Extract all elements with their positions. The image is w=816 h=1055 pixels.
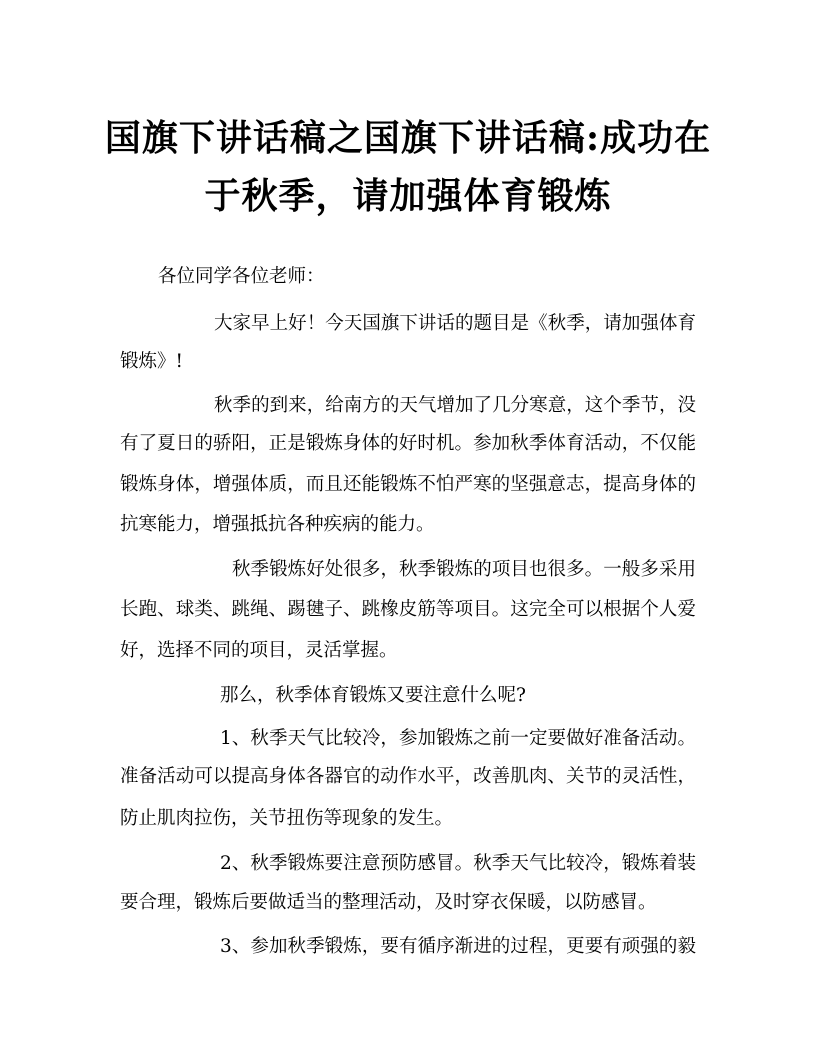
paragraph-line: 那么，秋季体育锻炼又要注意什么呢? — [220, 685, 526, 706]
paragraph-line: 大家早上好！今天国旗下讲话的题目是《秋季，请加强体育 — [214, 313, 696, 334]
paragraph-line: 有了夏日的骄阳，正是锻炼身体的好时机。参加秋季体育活动，不仅能 — [120, 433, 696, 454]
salutation: 各位同学各位老师： — [158, 266, 325, 287]
paragraph-line: 锻炼身体，增强体质，而且还能锻炼不怕严寒的坚强意志，提高身体的 — [120, 474, 696, 495]
paragraph-line: 1、秋季天气比较冷，参加锻炼之前一定要做好准备活动。 — [220, 728, 696, 749]
paragraph-line: 防止肌肉拉伤，关节扭伤等现象的发生。 — [120, 808, 454, 829]
paragraph-line: 要合理，锻炼后要做适当的整理活动，及时穿衣保暖，以防感冒。 — [120, 892, 657, 913]
paragraph-line: 锻炼》! — [120, 351, 183, 372]
document-title-line-2: 于秋季，请加强体育锻炼 — [204, 175, 612, 217]
paragraph-line: 3、参加秋季锻炼，要有循序渐进的过程，更要有顽强的毅 — [220, 936, 696, 957]
paragraph-line: 准备活动可以提高身体各器官的动作水平，改善肌肉、关节的灵活性， — [120, 766, 696, 787]
paragraph-line: 秋季的到来，给南方的天气增加了几分寒意，这个季节，没 — [214, 395, 696, 416]
paragraph-line: 好，选择不同的项目，灵活掌握。 — [120, 640, 398, 661]
paragraph-line: 2、秋季锻炼要注意预防感冒。秋季天气比较冷，锻炼着装 — [220, 853, 696, 874]
document-title-line-1: 国旗下讲话稿之国旗下讲话稿:成功在 — [104, 117, 712, 159]
paragraph-line: 秋季锻炼好处很多，秋季锻炼的项目也很多。一般多采用 — [232, 559, 696, 580]
paragraph-line: 抗寒能力，增强抵抗各种疾病的能力。 — [120, 514, 435, 535]
paragraph-line: 长跑、球类、跳绳、踢毽子、跳橡皮筋等项目。这完全可以根据个人爱 — [120, 599, 696, 620]
